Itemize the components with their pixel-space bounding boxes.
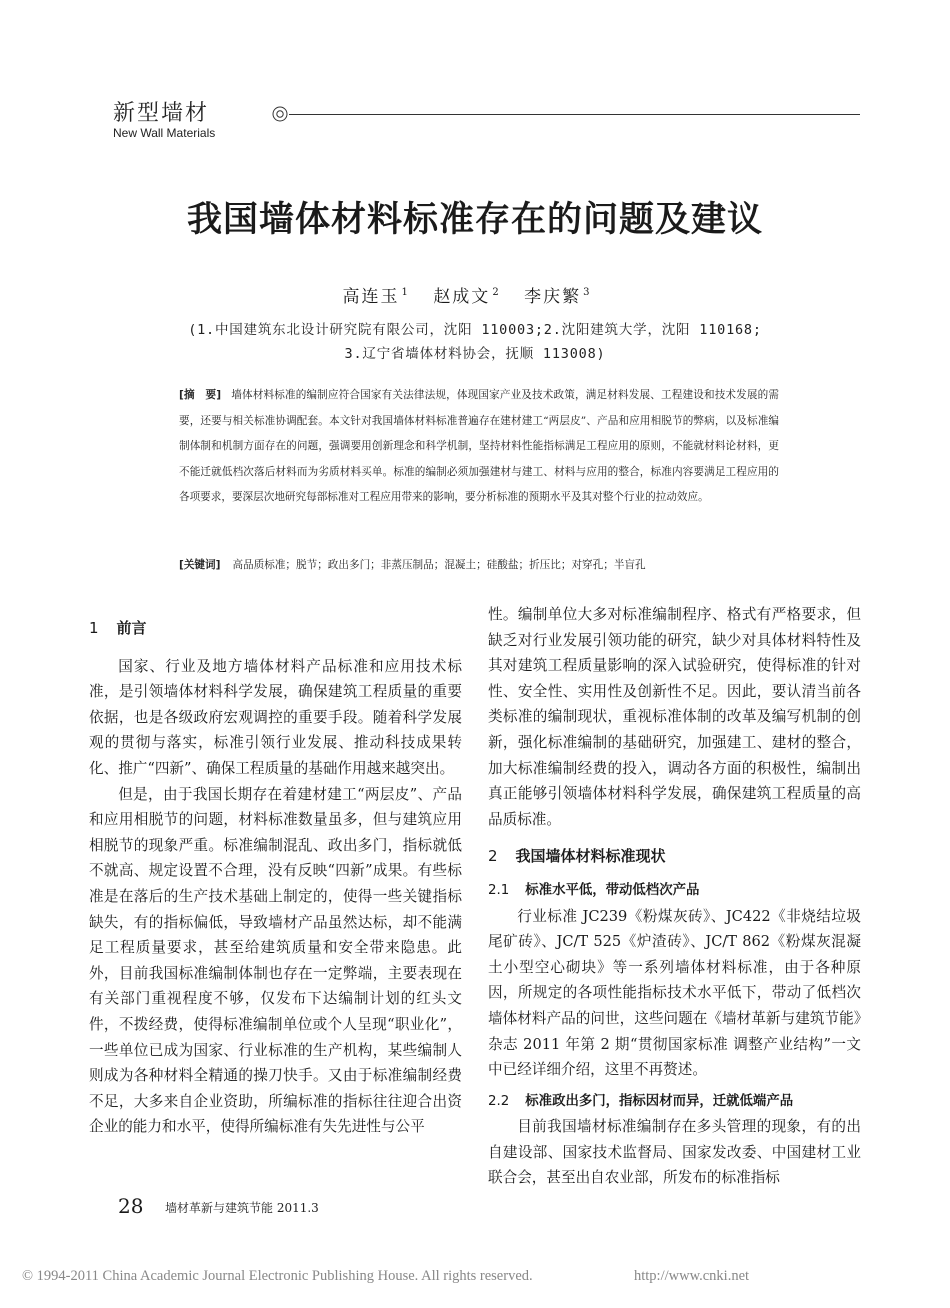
target-icon <box>272 106 288 122</box>
author-name: 高连玉 <box>342 287 400 307</box>
author-affiliation-mark: 3 <box>583 287 592 299</box>
publisher-url: http://www.cnki.net <box>634 1268 750 1284</box>
subsection-heading <box>488 878 861 904</box>
body-paragraph: 目前我国墙材标准编制存在多头管理的现象，有的出自建设部、国家技术监督局、国家发改委、中国建材工业联合会，甚至出自农业部，所发布的标准指标 <box>488 1118 861 1187</box>
abstract <box>179 383 779 511</box>
article-title: 我国墙体材料标准存在的问题及建议 <box>186 200 763 240</box>
author-affiliation-mark: 1 <box>401 287 410 299</box>
section-title: 前言 <box>116 619 147 637</box>
body-column-right <box>488 602 861 1191</box>
author-name: 赵成文 <box>433 287 491 307</box>
header-rule <box>289 114 860 115</box>
page-number: 28 <box>118 1194 144 1218</box>
section-heading <box>488 844 861 870</box>
section-title: 我国墙体材料标准现状 <box>515 847 666 866</box>
affiliation-line: (1.中国建筑东北设计研究院有限公司，沈阳 110003;2.沈阳建筑大学，沈阳 110168; <box>188 322 762 338</box>
section-heading <box>89 616 462 642</box>
author-name: 李庆繁 <box>524 287 582 307</box>
abstract-label: [摘 要] <box>179 389 222 401</box>
keywords-label: [关键词] <box>179 559 221 571</box>
journal-name-cn: 新型墙材 <box>113 101 210 126</box>
copyright-notice: © 1994-2011 China Academic Journal Electronic Publishing House. All rights reserved. <box>22 1268 533 1284</box>
keywords <box>179 557 779 572</box>
abstract-text: 墙体材料标准的编制应符合国家有关法律法规，体现国家产业及技术政策，满足材料发展、工程建设和技术发展的需要，还要与相关标准协调配套。本文针对我国墙体材料标准普遍存在建材建工“两层皮”、产品和应用相脱节的弊病，以及标准编制体制和机制方面存在的问题，强调要用创新理念和科学机制，坚持材料性能指标满足工程应用的原则，不能就材料论材料，更不能迁就低档次落后材料而为劣质材料买单。标准的编制必须加强建材与建工、材料与应用的整合，标准内容要满足工程应用的各项要求，要深层次地研究每部标准对工程应用带来的影响，要分析标准的预期水平及其对整个行业的拉动效应。 <box>179 389 780 503</box>
section-number: 2 <box>488 847 498 866</box>
body-column-left <box>89 612 462 1140</box>
affiliation-line: 3.辽宁省墙体材料协会，抚顺 113008) <box>344 346 606 362</box>
journal-name-en: New Wall Materials <box>113 126 216 140</box>
keywords-text: 高品质标准；脱节；政出多门；非蒸压制品；混凝土；硅酸盐；折压比；对穿孔；半盲孔 <box>232 559 646 571</box>
body-paragraph: 国家、行业及地方墙体材料产品标准和应用技术标准，是引领墙体材料科学发展，确保建筑工程质量的重要依据，也是各级政府宏观调控的重要手段。随着科学发展观的贯彻与落实，标准引领行业发展、推动科技成果转化、推广“四新”、确保工程质量的基础作用越来越突出。 <box>89 657 462 777</box>
subsection-number: 2.1 <box>488 882 510 898</box>
subsection-title: 标准政出多门，指标因材而异，迁就低端产品 <box>525 1093 794 1109</box>
author-list <box>0 282 950 307</box>
subsection-number: 2.2 <box>488 1093 510 1109</box>
body-paragraph: 性。编制单位大多对标准编制程序、格式有严格要求，但缺乏对行业发展引领功能的研究，缺少对具体材料特性及其对建筑工程质量影响的深入试验研究，使得标准的针对性、安全性、实用性及创新性不足。因此，要认清当前各类标准的编制现状，重视标准体制的改革及编写机制的创新，强化标准编制的基础研究，加强建工、建材的整合，加大标准编制经费的投入，调动各方面的积极性，编制出真正能够引领墙体材料科学发展，确保建筑工程质量的高品质标准。 <box>488 606 861 828</box>
body-paragraph: 但是，由于我国长期存在着建材建工“两层皮”、产品和应用相脱节的问题，材料标准数量虽多，但与建筑应用相脱节的现象严重。标准编制混乱、政出多门，指标就低不就高、规定设置不合理，没有反映“四新”成果。有些标准是在落后的生产技术基础上制定的，使得一些关键指标缺失，有的指标偏低，导致墙材产品虽然达标，却不能满足工程质量要求，甚至给建筑质量和安全带来隐患。此外，目前我国标准编制体制也存在一定弊端，主要表现在有关部门重视程度不够，仅发布下达编制计划的红头文件，不拨经费，使得标准编制单位或个人呈现“职业化”，一些单位已成为国家、行业标准的生产机构，某些编制人则成为各种材料全精通的操刀快手。又由于标准编制经费不足，大多来自企业资助，所编标准的指标往往迎合出资企业的能力和水平，使得所编标准有失先进性与公平 <box>89 785 462 1136</box>
footer-journal-issue: 墙材革新与建筑节能 2011.3 <box>165 1201 319 1215</box>
subsection-heading <box>488 1089 861 1115</box>
body-paragraph: 行业标准 JC239《粉煤灰砖》、JC422《非烧结垃圾尾矿砖》、JC/T 525《炉渣砖》、JC/T 862《粉煤灰混凝土小型空心砌块》等一系列墙体材料标准，由于各种原因，所规定的各项性能指标技术水平低下，带动了低档次墙体材料产品的问世，这些问题在《墙材革新与建筑节能》杂志 2011 年第 2 期“贯彻国家标准 调整产业结构”一文中已经详细介绍，这里不再赘述。 <box>488 907 861 1079</box>
author-affiliation-mark: 2 <box>492 287 501 299</box>
subsection-title: 标准水平低，带动低档次产品 <box>525 882 700 898</box>
section-number: 1 <box>89 619 99 637</box>
